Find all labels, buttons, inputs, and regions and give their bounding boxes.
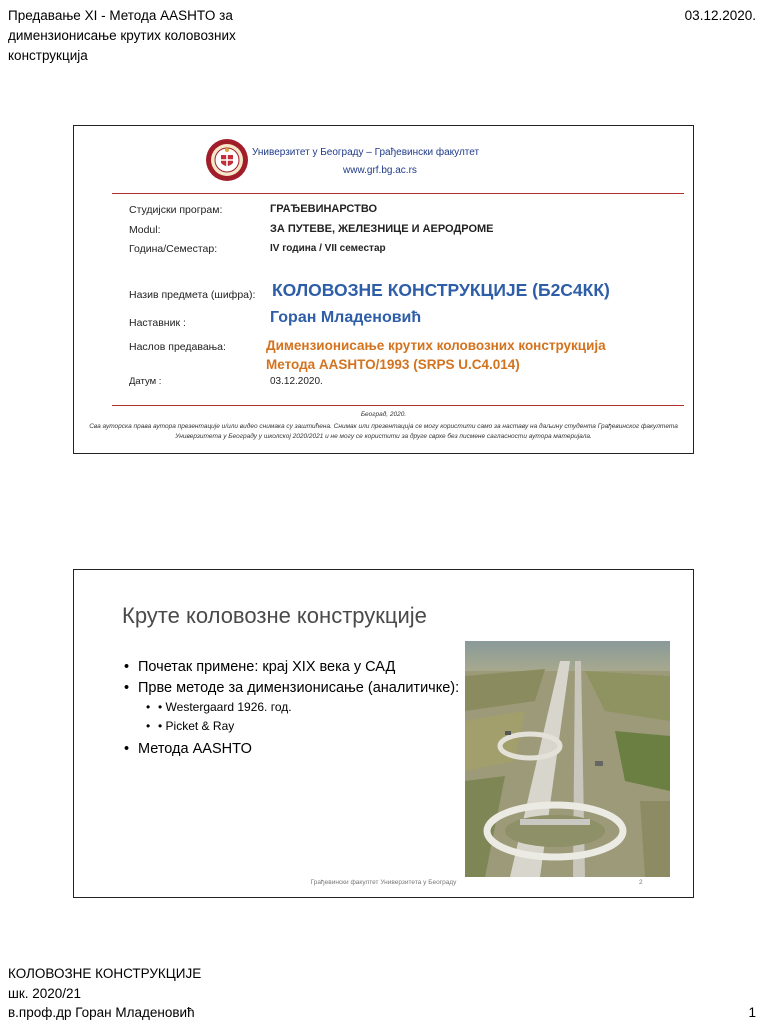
- footer-school-year: шк. 2020/21: [8, 985, 82, 1001]
- copyright-note: Сва ауторска права аутора презентације и/или видео снимака су заштићена. Снимак или презентација се могу користити само за наставу на даљину студента Грађевинског факултета Универзитета у Београду у школској 2020/2021 и не могу се користити за друге сврхе без писмене сагласности аутора материјала.: [89, 423, 678, 440]
- course-label: Назив предмета (шифра):: [129, 289, 256, 301]
- footer-author: в.проф.др Горан Младеновић: [8, 1005, 195, 1020]
- page-header-title: Предавање XI - Метода AASHTO за димензионисање крутих коловозних конструкција: [8, 8, 236, 63]
- course-value: КОЛОВОЗНЕ КОНСТРУКЦИЈЕ (Б2С4КК): [272, 280, 610, 300]
- sub-bullet-text: Picket & Ray: [165, 719, 235, 733]
- divider-top: [112, 193, 684, 194]
- teacher-value: Горан Младеновић: [270, 309, 422, 326]
- slide-title: Круте коловозне конструкције: [122, 603, 427, 628]
- bullet-item: • Метода AASHTO: [124, 740, 469, 759]
- page-footer: [8, 964, 201, 1023]
- bullet-item: [124, 679, 469, 736]
- footer-course: КОЛОВОЗНЕ КОНСТРУКЦИЈЕ: [8, 966, 202, 981]
- module-label: Modul:: [129, 224, 161, 236]
- program-value: ГРАЂЕВИНАРСТВО: [270, 203, 378, 215]
- teacher-label: Наставник :: [129, 317, 186, 329]
- bullet-item: • Почетак примене: крај XIX века у САД: [124, 658, 469, 677]
- lecture-title-line1: Димензионисање крутих коловозних конструкција: [266, 338, 606, 353]
- slide-1: [73, 125, 694, 454]
- page-header-date: 03.12.2020.: [684, 8, 756, 23]
- university-website: www.grf.bg.ac.rs: [343, 165, 417, 176]
- year-label: Година/Семестар:: [129, 243, 218, 255]
- university-name: Универзитет у Београду – Грађевински факултет: [252, 147, 480, 158]
- date-label: Датум :: [129, 376, 162, 387]
- slide-footer: Грађевински факултет Универзитета у Београду: [310, 879, 457, 886]
- lecture-title-line2: Метода AASHTO/1993 (SRPS U.C4.014): [266, 357, 520, 372]
- sub-bullet-text: Westergaard 1926. год.: [165, 700, 292, 714]
- program-label: Студијски програм:: [129, 204, 223, 216]
- divider-bottom: [112, 405, 684, 406]
- date-value: 03.12.2020.: [270, 376, 323, 387]
- year-value: IV година / VII семестар: [270, 243, 386, 254]
- bullet-list: [124, 658, 469, 761]
- slide-footer-city: Београд, 2020.: [360, 411, 407, 418]
- aerial-photo-test-track: [465, 641, 670, 877]
- lecture-label: Наслов предавања:: [129, 341, 226, 353]
- module-value: ЗА ПУТЕВЕ, ЖЕЛЕЗНИЦЕ И АЕРОДРОМЕ: [270, 223, 494, 235]
- bullet-text: Прве методе за димензионисање (аналитичке):: [138, 680, 460, 696]
- sub-bullet-list: [138, 698, 469, 736]
- page-number: 1: [748, 1005, 756, 1020]
- slide-2: [73, 569, 694, 898]
- sub-bullet-item: • • Picket & Ray: [146, 717, 469, 736]
- sub-bullet-item: • • Westergaard 1926. год.: [146, 698, 469, 717]
- university-seal-icon: [205, 138, 249, 182]
- slide-number: 2: [639, 879, 643, 886]
